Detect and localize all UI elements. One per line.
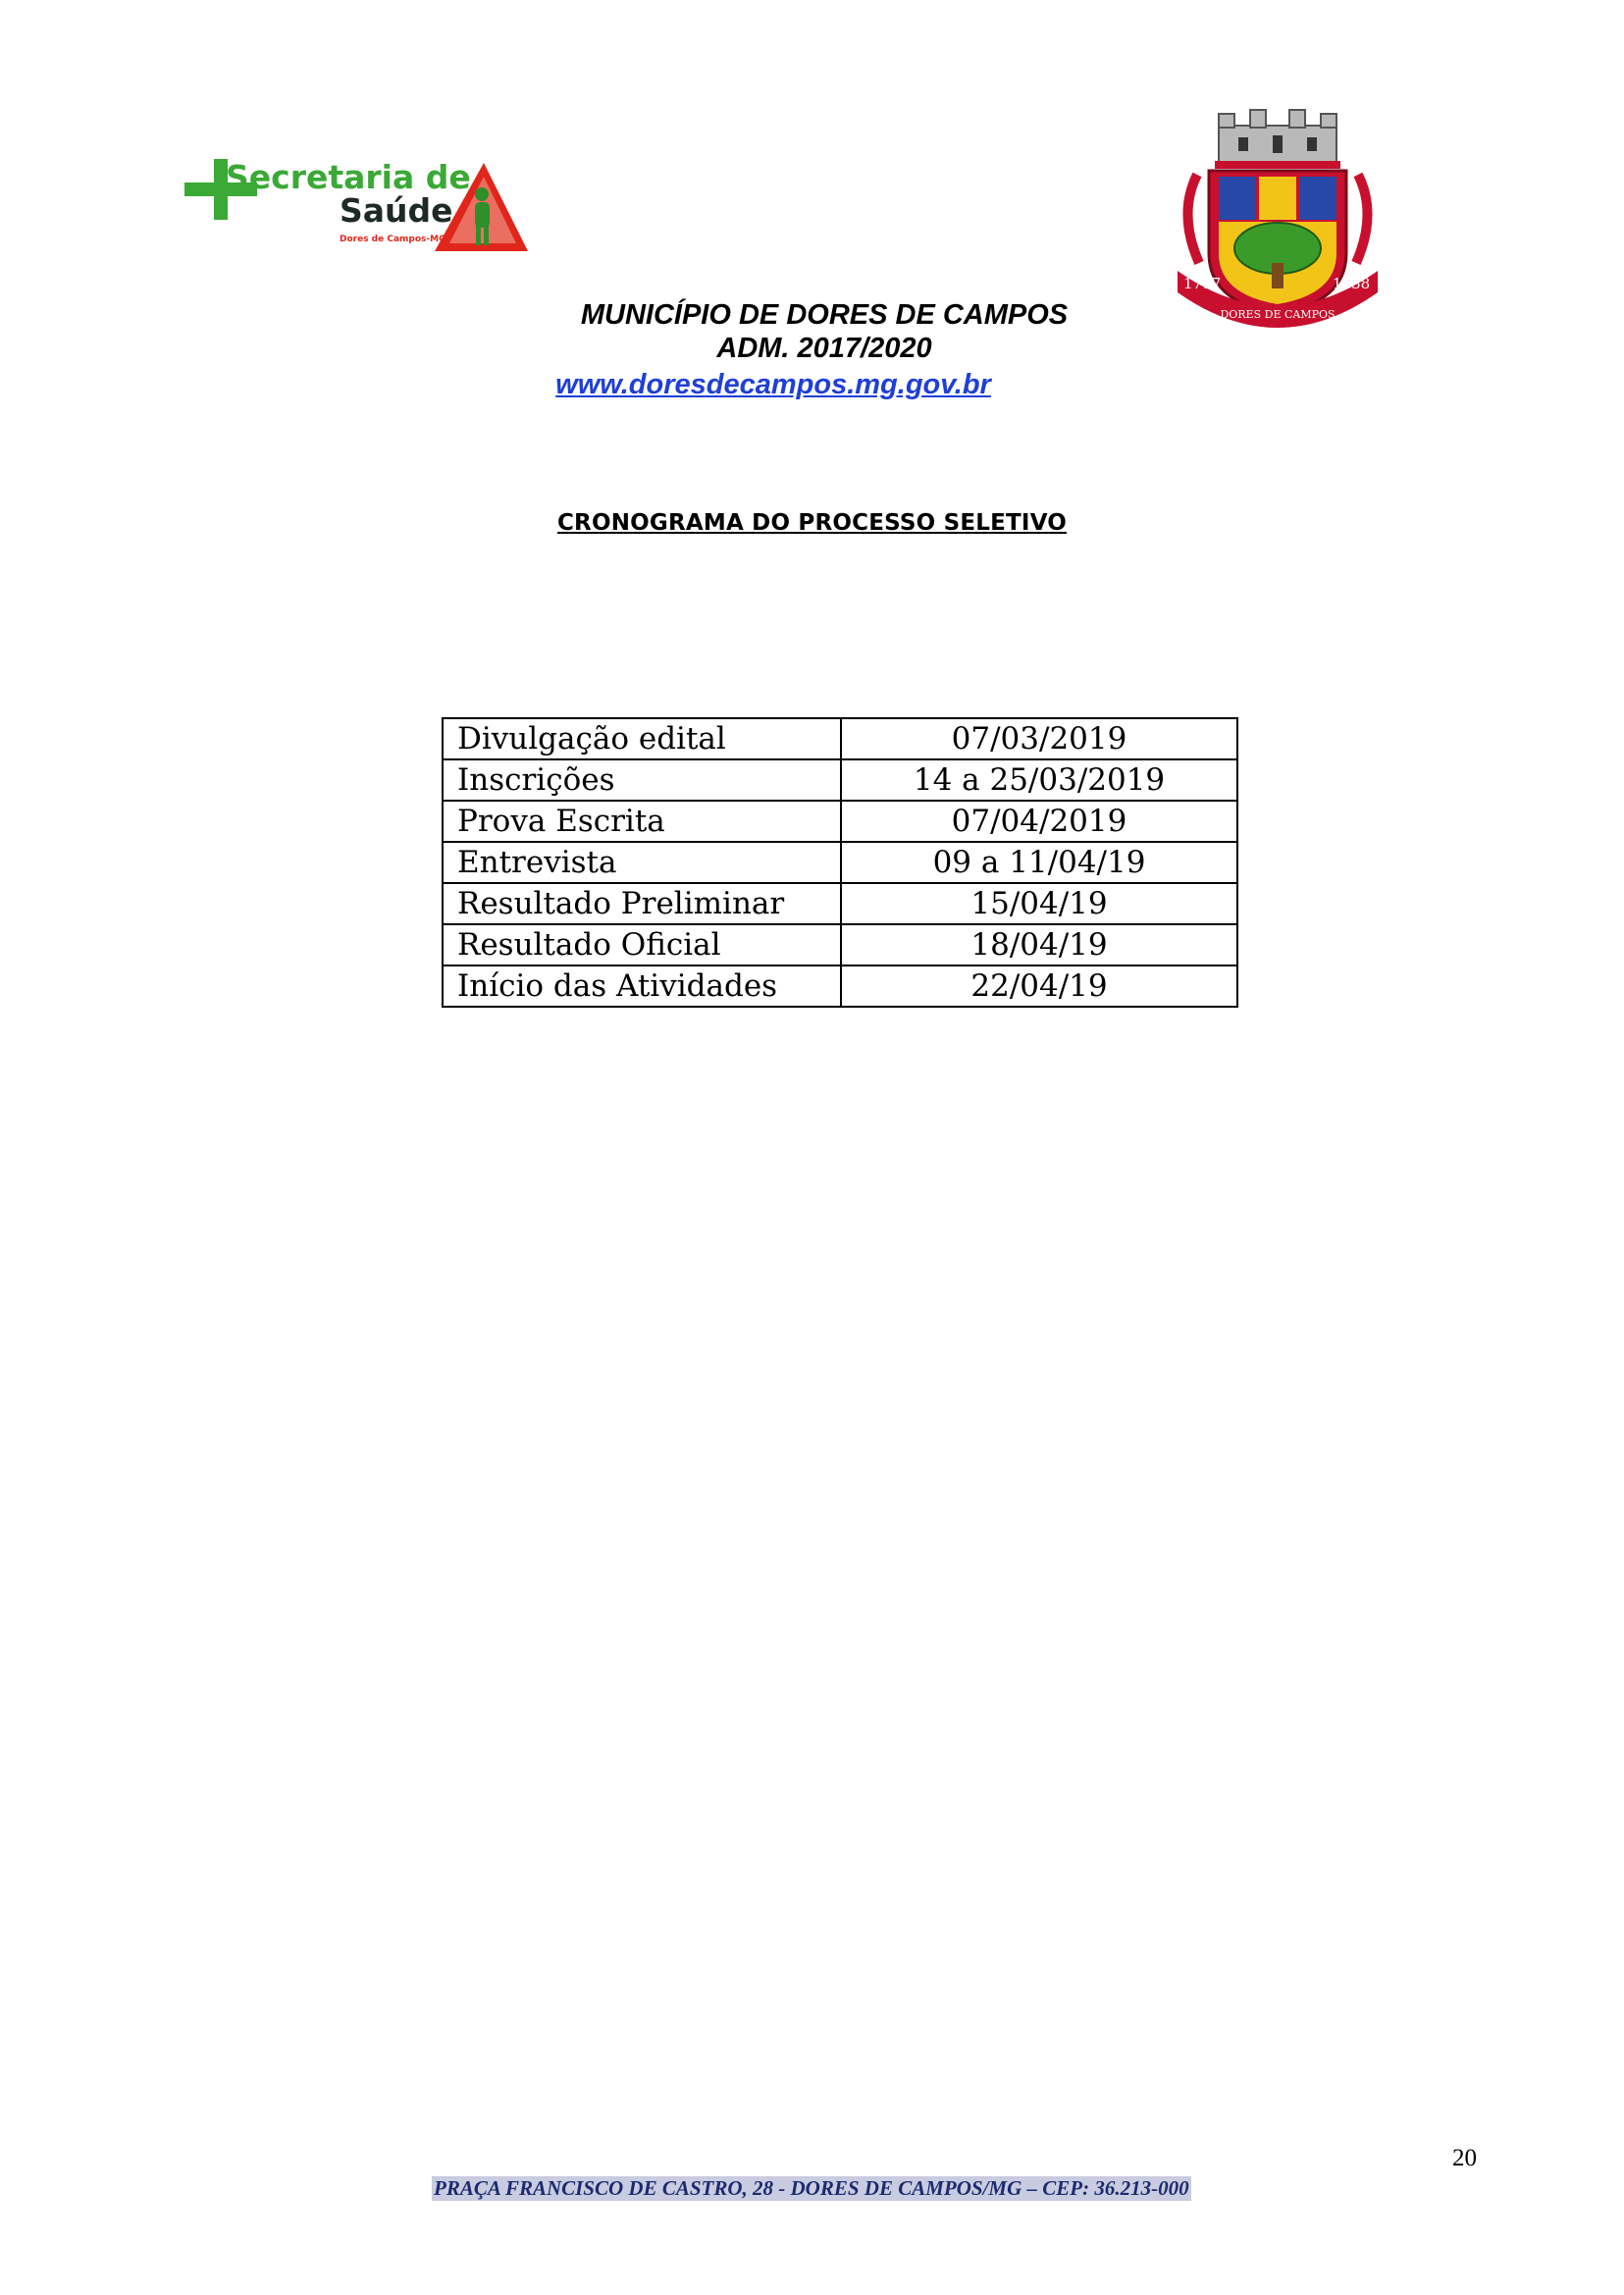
schedule-label: Início das Atividades: [443, 965, 841, 1007]
coat-year-right: 1938: [1333, 275, 1371, 292]
schedule-label: Entrevista: [443, 842, 841, 883]
schedule-label: Divulgação edital: [443, 718, 841, 759]
header-block: [530, 298, 1119, 404]
schedule-date: 07/04/2019: [841, 801, 1237, 842]
coat-banner-text: DORES DE CAMPOS: [1220, 308, 1336, 321]
schedule-table: [442, 717, 1238, 1008]
secretaria-saude-logo: [184, 153, 528, 261]
schedule-label: Resultado Preliminar: [443, 883, 841, 924]
schedule-date: 14 a 25/03/2019: [841, 759, 1237, 801]
coat-of-arms-logo: [1170, 106, 1386, 341]
heading-text: CRONOGRAMA DO PROCESSO SELETIVO: [556, 510, 1068, 536]
administration-period: ADM. 2017/2020: [716, 333, 932, 364]
document-heading: [0, 510, 1624, 536]
table-row: [443, 965, 1237, 1007]
schedule-label: Prova Escrita: [443, 801, 841, 842]
footer-address: PRAÇA FRANCISCO DE CASTRO, 28 - DORES DE CAMPOS/MG – CEP: 36.213-000: [434, 2176, 1189, 2200]
table-row: [443, 718, 1237, 759]
table-row: [443, 842, 1237, 883]
municipality-title: MUNICÍPIO DE DORES DE CAMPOS: [580, 299, 1069, 331]
schedule-date: 09 a 11/04/19: [841, 842, 1237, 883]
table-row: [443, 801, 1237, 842]
schedule-label: Inscrições: [443, 759, 841, 801]
logo-line-secretaria: Secretaria de: [226, 158, 471, 196]
schedule-date: 07/03/2019: [841, 718, 1237, 759]
schedule-date: 22/04/19: [841, 965, 1237, 1007]
table-row: [443, 883, 1237, 924]
logo-line-saude: Saúde: [340, 191, 453, 230]
schedule-date: 18/04/19: [841, 924, 1237, 965]
coat-year-left: 1717: [1183, 275, 1222, 292]
mural-crown-icon: [1215, 110, 1340, 169]
table-row: [443, 759, 1237, 801]
schedule-date: 15/04/19: [841, 883, 1237, 924]
page-number: 20: [1452, 2145, 1477, 2171]
table-row: [443, 924, 1237, 965]
logo-line-location: Dores de Campos-MG: [340, 235, 446, 244]
schedule-label: Resultado Oficial: [443, 924, 841, 965]
website-link[interactable]: www.doresdecampos.mg.gov.br: [555, 369, 991, 400]
